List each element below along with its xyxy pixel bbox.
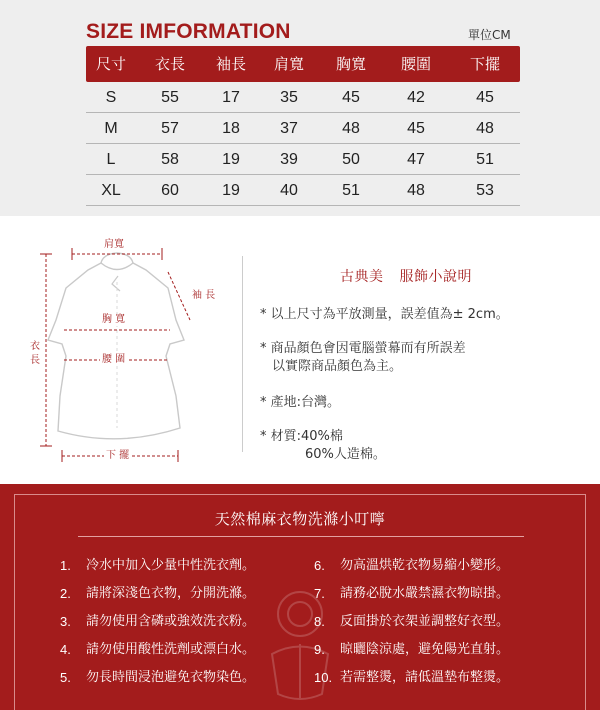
notes-title-text: 服飾小說明 xyxy=(399,269,472,285)
table-cell: 60 xyxy=(161,182,179,199)
notes-title xyxy=(340,266,472,286)
size-info-title: SIZE IMFORMATION xyxy=(86,20,291,43)
note-measurement xyxy=(260,306,509,324)
header-cell: 衣長 xyxy=(154,55,185,73)
tip-number: 2. xyxy=(60,586,71,601)
table-cell: 45 xyxy=(407,120,425,137)
hem-label: 下 擺 xyxy=(106,450,130,461)
table-cell: 17 xyxy=(222,89,240,106)
tip-number: 10. xyxy=(314,670,333,685)
tip-number: 7. xyxy=(314,586,325,601)
note-text: * 以上尺寸為平放測量，誤差值為± 2cm。 xyxy=(260,307,509,322)
table-cell: 48 xyxy=(407,182,425,199)
waist-label: 腰 圍 xyxy=(102,354,126,365)
note-text: * 材質:40%棉 xyxy=(260,429,343,444)
table-cell: 53 xyxy=(476,182,494,199)
washing-tips-section xyxy=(0,484,600,710)
tip-text: 請勿使用含磷或強效洗衣粉。 xyxy=(86,614,256,629)
length-label: 衣 長 xyxy=(26,340,44,368)
table-cell: 35 xyxy=(280,89,298,106)
table-cell: 40 xyxy=(280,182,298,199)
tip-text: 請務必脫水嚴禁濕衣物晾掛。 xyxy=(340,586,510,601)
table-cell: 42 xyxy=(407,89,425,106)
list-item xyxy=(314,636,554,664)
unit-label: 單位CM xyxy=(468,28,511,42)
table-cell: 45 xyxy=(342,89,360,106)
list-item xyxy=(60,636,320,664)
table-cell: 58 xyxy=(161,151,179,168)
tips-list-left xyxy=(60,552,320,692)
note-text: * 產地:台灣。 xyxy=(260,395,341,410)
tip-text: 冷水中加入少量中性洗衣劑。 xyxy=(86,558,256,573)
note-origin xyxy=(260,394,340,412)
size-info-section xyxy=(0,0,600,216)
header-cell: 袖長 xyxy=(215,55,246,73)
tip-text: 反面掛於衣架並調整好衣型。 xyxy=(340,614,510,629)
vertical-divider xyxy=(242,256,243,452)
tips-list-right xyxy=(314,552,554,692)
table-cell: 45 xyxy=(476,89,494,106)
header-cell: 肩寬 xyxy=(273,55,304,73)
table-cell: 19 xyxy=(222,151,240,168)
tip-number: 3. xyxy=(60,614,71,629)
table-cell: 48 xyxy=(476,120,494,137)
header-cell: 腰圍 xyxy=(400,55,431,73)
note-color xyxy=(260,340,466,376)
table-cell: 57 xyxy=(161,120,179,137)
table-cell: 47 xyxy=(407,151,425,168)
table-cell: 19 xyxy=(222,182,240,199)
title-underline xyxy=(78,536,524,537)
list-item xyxy=(314,580,554,608)
tip-text: 若需整燙，請低溫墊布整燙。 xyxy=(340,670,510,685)
size-table xyxy=(86,46,520,206)
list-item xyxy=(60,552,320,580)
table-cell: 55 xyxy=(161,89,179,106)
list-item xyxy=(60,580,320,608)
table-row xyxy=(86,145,520,175)
measurement-section xyxy=(0,216,600,484)
note-text: * 商品顏色會因電腦螢幕而有所誤差 xyxy=(260,341,466,356)
table-row xyxy=(86,114,520,144)
tip-text: 晾曬陰涼處，避免陽光直射。 xyxy=(340,642,510,657)
tip-text: 請勿使用酸性洗劑或漂白水。 xyxy=(86,642,256,657)
table-cell: 39 xyxy=(280,151,298,168)
tip-text: 勿高溫烘乾衣物易縮小變形。 xyxy=(340,558,510,573)
tip-number: 8. xyxy=(314,614,325,629)
list-item xyxy=(60,664,320,692)
header-cell: 胸寬 xyxy=(335,55,366,73)
garment-diagram xyxy=(0,216,240,484)
table-cell: 50 xyxy=(342,151,360,168)
table-cell: L xyxy=(106,151,116,168)
table-cell: 37 xyxy=(280,120,298,137)
table-cell: XL xyxy=(101,182,121,199)
notes-title-brand: 古典美 xyxy=(340,269,384,285)
header-cell: 尺寸 xyxy=(95,55,126,73)
tip-number: 4. xyxy=(60,642,71,657)
list-item xyxy=(60,608,320,636)
shoulder-label: 肩寬 xyxy=(104,239,124,250)
table-cell: S xyxy=(105,89,117,106)
sleeve-label: 袖 長 xyxy=(192,290,216,301)
note-material xyxy=(260,428,386,464)
table-cell: 48 xyxy=(342,120,360,137)
note-text: 60%人造棉。 xyxy=(305,447,386,462)
size-table-header xyxy=(86,46,520,82)
tip-number: 6. xyxy=(314,558,325,573)
list-item xyxy=(314,552,554,580)
washing-tips-title: 天然棉麻衣物洗滌小叮嚀 xyxy=(214,510,386,528)
table-cell: 51 xyxy=(342,182,360,199)
note-text: 以實際商品顏色為主。 xyxy=(272,359,403,374)
table-row xyxy=(86,176,520,206)
table-cell: 18 xyxy=(222,120,240,137)
tip-number: 9. xyxy=(314,642,325,657)
list-item xyxy=(314,664,554,692)
chest-label: 胸 寬 xyxy=(102,314,126,325)
tip-number: 5. xyxy=(60,670,71,685)
tip-text: 勿長時間浸泡避免衣物染色。 xyxy=(86,670,256,685)
tip-text: 請將深淺色衣物，分開洗滌。 xyxy=(86,586,256,601)
tip-number: 1. xyxy=(60,558,71,573)
table-row xyxy=(86,83,520,113)
table-cell: M xyxy=(104,120,118,137)
list-item xyxy=(314,608,554,636)
table-cell: 51 xyxy=(476,151,494,168)
header-cell: 下擺 xyxy=(469,55,500,73)
